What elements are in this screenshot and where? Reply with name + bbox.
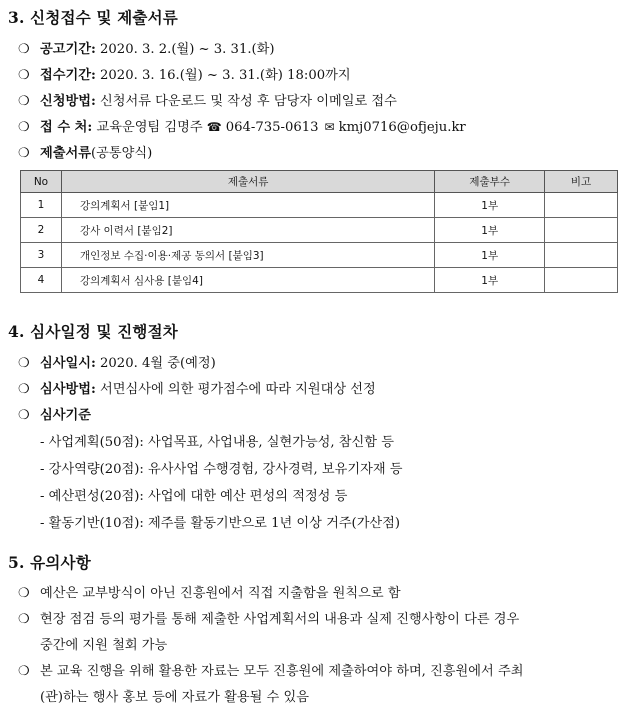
circle-bullet-icon: ❍ — [18, 664, 30, 679]
section3-title: 3. 신청접수 및 제출서류 — [8, 8, 178, 27]
row-no: 3 — [21, 243, 62, 268]
circle-bullet-icon: ❍ — [18, 94, 30, 109]
item-label: 공고기간: — [40, 42, 96, 57]
circle-bullet-icon: ❍ — [18, 382, 30, 397]
mail-icon: ✉ — [324, 120, 335, 134]
review-method-item — [18, 378, 376, 397]
row-note — [545, 243, 618, 268]
item-continuation: 중간에 지원 철회 가능 — [40, 638, 168, 653]
documents-table — [20, 170, 618, 293]
item-continuation: (관)하는 행사 홍보 등에 자료가 활용될 수 있음 — [40, 690, 309, 705]
row-count: 1부 — [435, 243, 545, 268]
circle-bullet-icon: ❍ — [18, 120, 30, 135]
item-text: 현장 점검 등의 평가를 통해 제출한 사업계획서의 내용과 실제 진행사항이 다른 경우 — [40, 612, 520, 627]
row-note — [545, 193, 618, 218]
email-link[interactable]: kmj0716@ofjeju.kr — [338, 120, 466, 135]
criteria-plan: - 사업계획(50점): 사업목표, 사업내용, 실현가능성, 참신함 등 — [40, 435, 394, 450]
section4-title: 4. 심사일정 및 진행절차 — [8, 322, 178, 341]
header-count: 제출부수 — [435, 171, 545, 193]
row-note — [545, 218, 618, 243]
item-text: 2020. 4월 중(예정) — [95, 356, 216, 371]
row-document: 강의계획서 [붙임1] — [61, 193, 434, 218]
circle-bullet-icon: ❍ — [18, 586, 30, 601]
item-text: 예산은 교부방식이 아닌 진흥원에서 직접 지출함을 원칙으로 함 — [40, 586, 401, 601]
table-row — [21, 218, 618, 243]
caution-item — [18, 660, 523, 679]
phone-number: 064-735-0613 — [225, 120, 319, 135]
circle-bullet-icon: ❍ — [18, 356, 30, 371]
circle-bullet-icon: ❍ — [18, 146, 30, 161]
criteria-instructor: - 강사역량(20점): 유사사업 수행경험, 강사경력, 보유기자재 등 — [40, 462, 403, 477]
row-no: 1 — [21, 193, 62, 218]
review-criteria-item — [18, 404, 91, 423]
row-count: 1부 — [435, 218, 545, 243]
item-label: 심사기준 — [40, 408, 91, 423]
row-no: 4 — [21, 268, 62, 293]
item-label: 제출서류 — [40, 146, 91, 161]
item-label: 접 수 처: — [40, 120, 93, 135]
item-text: 2020. 3. 16.(월) ~ 3. 31.(화) 18:00까지 — [95, 68, 351, 83]
row-count: 1부 — [435, 268, 545, 293]
item-text: 교육운영팀 김명주 — [92, 120, 203, 135]
row-count: 1부 — [435, 193, 545, 218]
item-text: 서면심사에 의한 평가점수에 따라 지원대상 선정 — [95, 382, 376, 397]
caution-item — [18, 608, 519, 627]
table-row — [21, 193, 618, 218]
header-note: 비고 — [545, 171, 618, 193]
header-no: No — [21, 171, 62, 193]
circle-bullet-icon: ❍ — [18, 612, 30, 627]
review-date-item — [18, 352, 216, 371]
item-label: 심사일시: — [40, 356, 96, 371]
application-method-item — [18, 90, 397, 109]
item-text: 본 교육 진행을 위해 활용한 자료는 모두 진흥원에 제출하여야 하며, 진흥원에서 주최 — [40, 664, 524, 679]
criteria-base: - 활동기반(10점): 제주를 활동기반으로 1년 이상 거주(가산점) — [40, 516, 401, 531]
item-label: 심사방법: — [40, 382, 96, 397]
circle-bullet-icon: ❍ — [18, 42, 30, 57]
circle-bullet-icon: ❍ — [18, 68, 30, 83]
documents-item — [18, 142, 152, 161]
item-label: 접수기간: — [40, 68, 96, 83]
row-document: 강의계획서 심사용 [붙임4] — [61, 268, 434, 293]
item-text: 신청서류 다운로드 및 작성 후 담당자 이메일로 접수 — [95, 94, 397, 109]
table-row — [21, 243, 618, 268]
phone-icon: ☎ — [206, 120, 222, 134]
notice-period-item — [18, 38, 275, 57]
table-row — [21, 268, 618, 293]
criteria-budget: - 예산편성(20점): 사업에 대한 예산 편성의 적정성 등 — [40, 489, 348, 504]
circle-bullet-icon: ❍ — [18, 408, 30, 423]
row-note — [545, 268, 618, 293]
item-text: (공통양식) — [90, 146, 153, 161]
header-document: 제출서류 — [61, 171, 434, 193]
application-period-item — [18, 64, 351, 83]
item-text: 2020. 3. 2.(월) ~ 3. 31.(화) — [95, 42, 275, 57]
item-label: 신청방법: — [40, 94, 96, 109]
row-no: 2 — [21, 218, 62, 243]
contact-item — [18, 116, 466, 135]
row-document: 개인정보 수집·이용·제공 동의서 [붙임3] — [61, 243, 434, 268]
caution-item — [18, 582, 401, 601]
section5-title: 5. 유의사항 — [8, 553, 91, 572]
table-header-row — [21, 171, 618, 193]
row-document: 강사 이력서 [붙임2] — [61, 218, 434, 243]
